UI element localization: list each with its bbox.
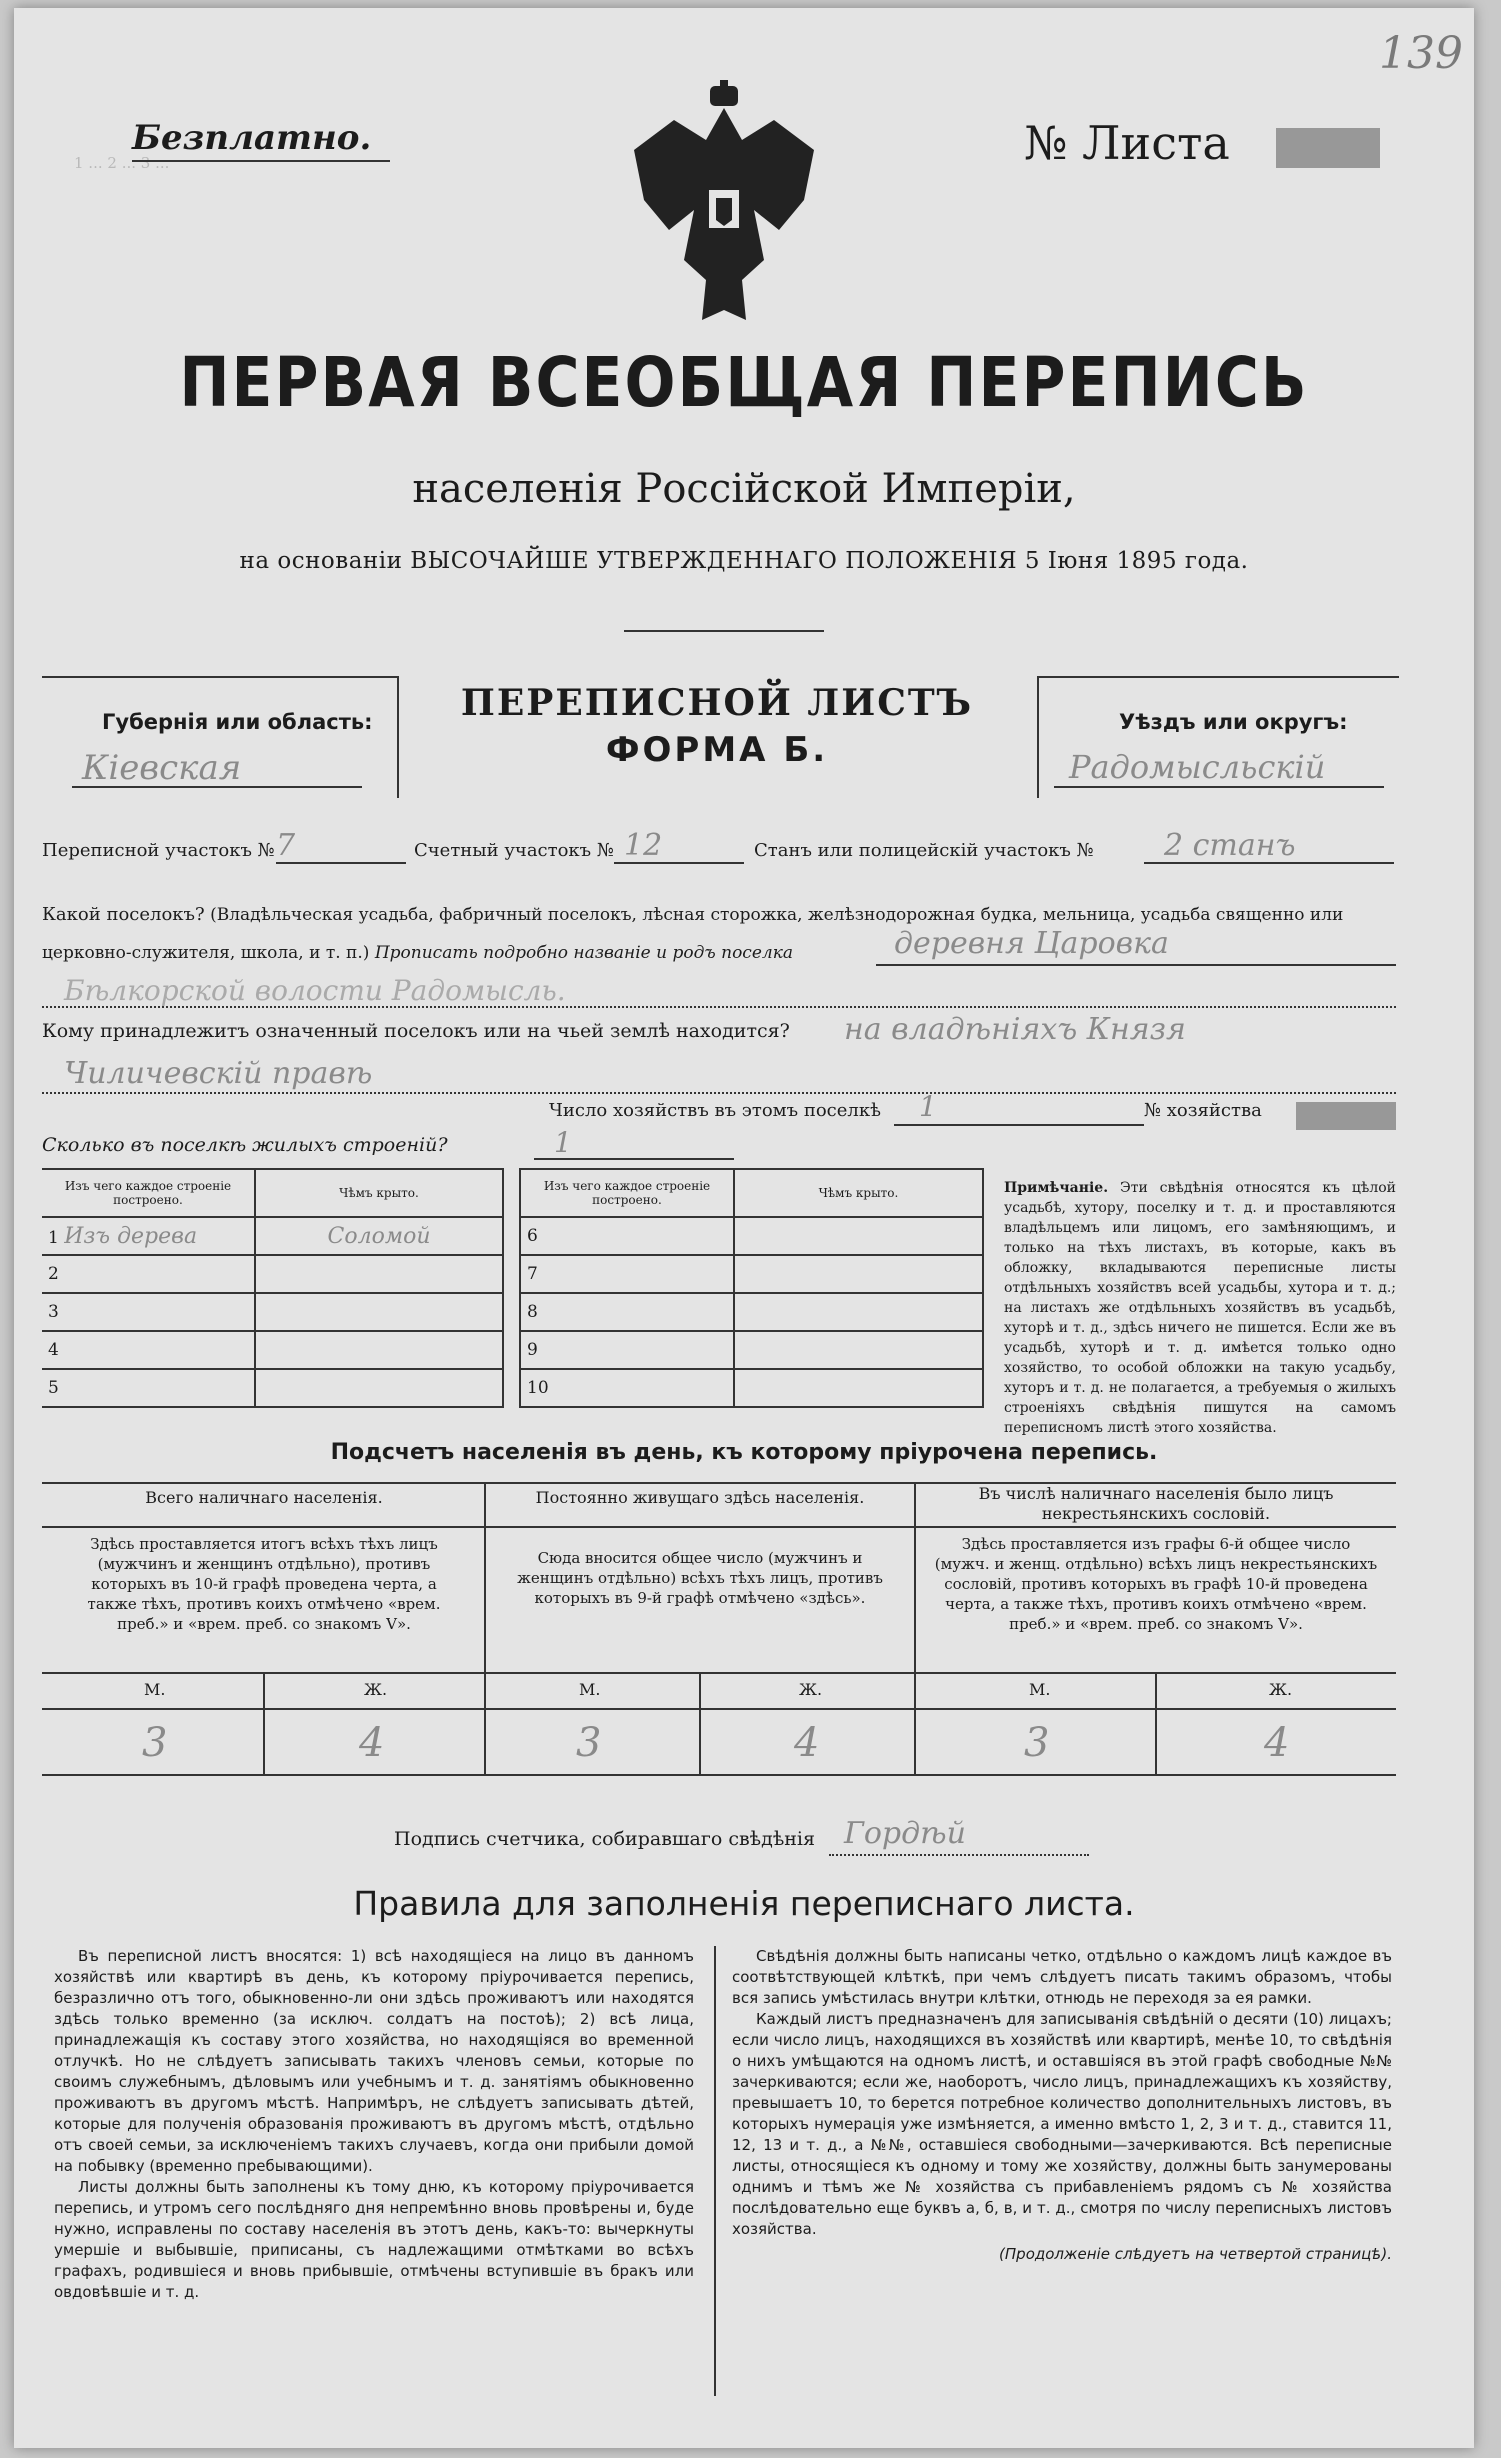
households-value: 1 [919,1090,937,1123]
buildings-table-right [519,1168,984,1408]
table-row: 6 [520,1217,983,1255]
table-row: 1 Изъ дерева Соломой [42,1217,503,1255]
col-roof-right: Чѣмъ крыто. [734,1169,983,1217]
settlement-value-1: деревня Царовка [894,926,1169,961]
uezd-value: Радомысльскій [1069,748,1326,786]
households-label: Число хозяйствъ въ этомъ поселкѣ [549,1100,881,1121]
pop-col2-f-value: 4 [794,1720,820,1766]
pop-title-rule [42,1526,1396,1528]
settlement-hint: (Владѣльческая усадьба, фабричный поселокъ, лѣсная сторожка, желѣзнодорожная будка, мельница, усадьба священно или церковно-служителя, школа, и т. п.) [42,905,1344,963]
page-basis: на основаніи ВЫСОЧАЙШЕ УТВЕРЖДЕННАГО ПОЛОЖЕНІЯ 5 Іюня 1895 года. [239,548,1249,574]
rules-left [54,1946,694,2303]
title-rule [624,630,824,632]
rules-left-p1: Въ переписной листъ вносятся: 1) всѣ находящіеся на лицо въ данномъ хозяйствѣ или квартирѣ въ день, къ которому пріурочивается перепись, безразлично отъ того, обыкновенно-ли они здѣсь проживаютъ или находятся здѣсь только временно (за исключ. солдатъ на постоѣ); 2) всѣ лица, принадлежащія къ составу этого хозяйства, но находящіяся во временной отлучкѣ. Но не слѣдуетъ записывать такихъ членовъ семьи, которые по своимъ служебнымъ, дѣловымъ или учебнымъ и т. д. занятіямъ обыкновенно проживаютъ въ другомъ мѣстѣ. Напримѣръ, не слѣдуетъ записывать дѣтей, которые для полученія образованія проживаютъ въ другомъ мѣстѣ, отдѣльно отъ своей семьи, за исключеніемъ такихъ случаевъ, когда они прибыли домой на побывку (временно пребывающими). [54,1947,694,2175]
pop-col2-m-label: М. [579,1680,601,1699]
form-title: ПЕРЕПИСНОЙ ЛИСТЪ [460,682,974,724]
table-row: 3 [42,1293,503,1331]
signature-value: Гордѣй [844,1816,966,1851]
signature-underline [829,1854,1089,1856]
pop-col1-m-value: 3 [142,1720,168,1766]
owner-label: Кому принадлежитъ означенный поселокъ или на чьей землѣ находится? [42,1020,790,1042]
pop-col2-title: Постоянно живущаго здѣсь населенія. [535,1488,865,1507]
pop-mf-rule [42,1708,1396,1710]
note-lead: Примѣчаніе. [1004,1180,1109,1196]
owner-underline [42,1092,1396,1094]
pop-col2-f-label: Ж. [799,1680,823,1699]
census-district-underline [276,862,406,864]
pop-col3-title: Въ числѣ наличнаго населенія было лицъ некрестьянскихъ сословій. [978,1484,1334,1523]
pop-mf-split-1 [263,1674,265,1774]
settlement-underline-2 [42,1006,1396,1008]
households-underline [894,1124,1144,1126]
household-no-redaction [1296,1102,1396,1130]
pop-col3-m-label: М. [1029,1680,1051,1699]
col-built-of-right: Изъ чего каждое строеніе построено. [520,1169,734,1217]
pop-mf-split-2 [699,1674,701,1774]
count-district-value: 12 [624,828,663,863]
uezd-underline [1054,786,1384,788]
buildings-value: 1 [554,1126,572,1159]
rules-divider [714,1946,716,2396]
table-row: 4 [42,1331,503,1369]
pop-col3-m-value: 3 [1024,1720,1050,1766]
table-row: 7 [520,1255,983,1293]
uezd-label: Уѣздъ или округъ: [1119,710,1348,734]
sheet-number-redaction [1276,128,1380,168]
owner-value-2: Чиличевскій правѣ [64,1056,373,1091]
rules-continued: (Продолженіе слѣдуетъ на четвертой страницѣ). [999,2245,1392,2263]
buildings-label: Сколько въ поселкѣ жилыхъ строеній? [42,1134,448,1156]
pop-col2-desc: Сюда вносится общее число (мужчинъ и женщинъ отдѣльно) всѣхъ тѣхъ лицъ, противъ которыхъ въ 9-й графѣ отмѣчено «здѣсь». [517,1549,883,1607]
pop-col1-m-label: М. [144,1680,166,1699]
buildings-table-left [42,1168,504,1408]
table-row: 8 [520,1293,983,1331]
form-title-block [397,676,1037,770]
signature-label: Подпись счетчика, собиравшаго свѣдѣнія [394,1828,815,1850]
stan-underline [1144,862,1394,864]
rules-right-p2: Каждый листъ предназначенъ для записыванія свѣдѣній о десяти (10) лицахъ; если число лицъ, находящихся въ хозяйствѣ или квартирѣ, менѣе 10, то свѣдѣнія о нихъ умѣщаются на одномъ листѣ, и оставшіяся въ этой графѣ свободные №№ зачеркиваются; если же, наоборотъ, число лицъ, принадлежащихъ къ хозяйству, превышаетъ 10, то берется потребное количество дополнительныхъ листовъ, въ которыхъ нумерація уже измѣняется, а именно вмѣсто 1, 2, 3 и т. д., ставится 11, 12, 13 и т. д., а №№, оставшіеся свободными—зачеркиваются. Всѣ переписные листы, относящіеся къ одному и тому же хозяйству, должны быть занумерованы однимъ и тѣмъ же № хозяйства съ прибавленіемъ рядомъ съ № хозяйства послѣдовательно еще буквъ а, б, в, и т. д., смотря по числу переписныхъ листовъ хозяйства. [732,2010,1392,2238]
pop-desc-rule [42,1672,1396,1674]
col-roof: Чѣмъ крыто. [255,1169,503,1217]
settlement-value-2: Бѣлкорской волости Радомысль. [64,974,566,1007]
guberniya-label: Губернія или область: [102,710,373,734]
census-sheet [14,8,1474,2448]
settlement-label: Какой поселокъ? [42,904,205,925]
uezd-box [1037,676,1399,798]
sheet-number-label: № Листа [1024,116,1230,170]
stan-value: 2 станъ [1164,828,1296,863]
buildings-underline [534,1158,734,1160]
pop-col2-m-value: 3 [576,1720,602,1766]
settlement-instruction: Прописать подробно названіе и родъ поселка [374,943,793,963]
col-built-of: Изъ чего каждое строеніе построено. [42,1169,255,1217]
household-no-label: № хозяйства [1144,1100,1262,1121]
form-subtitle: ФОРМА Б. [605,730,829,770]
rules-right-p1: Свѣдѣнія должны быть написаны четко, отдѣльно о каждомъ лицѣ каждое въ соотвѣтствующей клѣткѣ, при чемъ слѣдуетъ писать такимъ образомъ, чтобы вся запись умѣстилась внутри клѣтки, отнюдь не переходя за ея рамки. [732,1947,1392,2007]
count-district-underline [614,862,744,864]
pop-col1-f-value: 4 [359,1720,385,1766]
count-district-label: Счетный участокъ № [414,840,614,861]
pop-col3-desc: Здѣсь проставляется изъ графы 6-й общее число (мужч. и женщ. отдѣльно) всѣхъ лицъ некрестьянскихъ сословій, противъ которыхъ въ графѣ 10-й проведена черта, а также тѣхъ, противъ коихъ отмѣчено «врем. преб.» и «врем. преб. со знакомъ V». [934,1535,1378,1633]
settlement-question [42,896,1402,972]
census-district-value: 7 [276,828,296,863]
pop-col1-desc: Здѣсь проставляется итогъ всѣхъ тѣхъ лицъ (мужчинъ и женщинъ отдѣльно), противъ которыхъ въ 10-й графѣ проведена черта, а также тѣхъ, противъ коихъ отмѣчено «врем. преб.» и «врем. преб. со знакомъ V». [87,1535,441,1633]
free-underline [132,160,390,162]
rules-left-p2: Листы должны быть заполнены къ тому дню, къ которому пріурочивается перепись, и утромъ сего послѣдняго дня непремѣнно вновь провѣрены и, буде нужно, исправлены по составу населенія въ этотъ день, какъ-то: вычеркнуты умершіе и выбывшіе, приписаны, съ надлежащими отмѣтками во всѣхъ графахъ, родившіеся и вновь прибывшіе, отмѣчены вступившіе въ бракъ или овдовѣвшіе и т. д. [54,2178,694,2301]
table-row: 9 [520,1331,983,1369]
free-label: Безплатно. [132,118,372,158]
reverse-bleed-left: 1 ... 2 ... 3 ... [74,154,170,172]
coat-of-arms-icon [614,80,834,340]
note [1004,1178,1396,1438]
census-district-label: Переписной участокъ № [42,840,275,861]
pop-col3-f-value: 4 [1264,1720,1290,1766]
archive-number: 139 [1379,28,1463,79]
guberniya-value: Кіевская [82,748,242,788]
pop-col3-f-label: Ж. [1269,1680,1293,1699]
owner-value-1: на владѣніяхъ Князя [844,1012,1186,1047]
pop-col1-f-label: Ж. [364,1680,388,1699]
rules-right [732,1946,1392,2265]
table-row: 10 [520,1369,983,1407]
table-row: 5 [42,1369,503,1407]
table-row: 2 [42,1255,503,1293]
pop-col1-title: Всего наличнаго населенія. [145,1488,383,1507]
pop-mf-split-3 [1155,1674,1157,1774]
rules-heading: Правила для заполненія переписнаго листа. [353,1884,1135,1923]
note-text: Эти свѣдѣнія относятся къ цѣлой усадьбѣ, хутору, поселку и т. д. и проставляются владѣльцемъ или лицомъ, его замѣняющимъ, и только на тѣхъ листахъ, въ которые, какъ въ обложку, вкладываются переписные листы отдѣльныхъ хозяйствъ всей усадьбы, хутора и т. д.; на листахъ же отдѣльныхъ хозяйствъ въ усадьбѣ, хуторѣ и т. д., здѣсь ничего не пишется. Если же въ усадьбѣ, хуторѣ и т. д. имѣется только одно хозяйство, то особой обложки на такую усадьбу, хуторъ и т. д. не полагается, а требуемыя о жилыхъ строеніяхъ свѣдѣнія пишутся на самомъ переписномъ листѣ этого хозяйства. [1004,1180,1396,1436]
stan-label: Станъ или полицейскій участокъ № [754,840,1094,861]
guberniya-underline [72,786,362,788]
guberniya-box [42,676,399,798]
population-heading: Подсчетъ населенія въ день, къ которому пріурочена перепись. [330,1440,1158,1465]
settlement-underline-1 [876,964,1396,966]
page-title: ПЕРВАЯ ВСЕОБЩАЯ ПЕРЕПИСЬ [179,342,1309,424]
page-subtitle: населенія Россійской Имперіи, [412,466,1076,512]
